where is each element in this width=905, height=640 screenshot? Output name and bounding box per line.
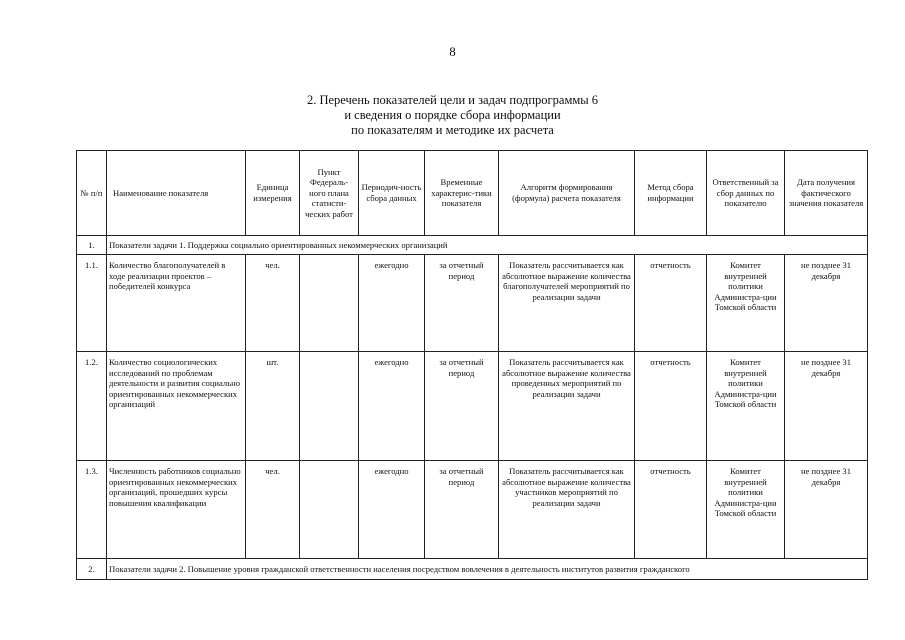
row-period: ежегодно: [359, 352, 425, 461]
title-line-2: и сведения о порядке сбора информации: [344, 108, 561, 122]
header-period: Периодич-ность сбора данных: [359, 151, 425, 236]
section-row: [77, 559, 868, 580]
row-period: ежегодно: [359, 255, 425, 352]
row-method: отчетность: [635, 255, 707, 352]
section-title: Показатели задачи 2. Повышение уровня гражданской ответственности населения посредством вовлечения в деятельность институтов развития гражданского: [107, 559, 868, 580]
document-title: [0, 93, 905, 138]
header-method: Метод сбора информации: [635, 151, 707, 236]
row-date: не позднее 31 декабря: [785, 255, 868, 352]
page-number: 8: [449, 44, 456, 59]
section-title: Показатели задачи 1. Поддержка социально ориентированных некоммерческих организаций: [107, 236, 868, 255]
row-name: Численность работников социально ориентированных некоммерческих организаций, прошедших курсы повышения квалификации: [107, 461, 246, 559]
table-row: [77, 352, 868, 461]
row-date: не позднее 31 декабря: [785, 352, 868, 461]
row-period: ежегодно: [359, 461, 425, 559]
table-header-row: [77, 151, 868, 236]
row-algorithm: Показатель рассчитывается как абсолютное выражение количества проведенных мероприятий по реализации задачи: [499, 352, 635, 461]
row-unit: шт.: [246, 352, 300, 461]
row-responsible: Комитет внутренней политики Администра-ции Томской области: [707, 352, 785, 461]
header-num: № п/п: [77, 151, 107, 236]
row-time: за отчетный период: [425, 461, 499, 559]
row-time: за отчетный период: [425, 255, 499, 352]
row-plan: [300, 352, 359, 461]
row-num: 1.1.: [77, 255, 107, 352]
title-line-1: 2. Перечень показателей цели и задач подпрограммы 6: [306, 93, 599, 107]
header-unit: Единица измерения: [246, 151, 300, 236]
row-algorithm: Показатель рассчитывается как абсолютное выражение количества благополучателей мероприятий по реализации задачи: [499, 255, 635, 352]
row-method: отчетность: [635, 352, 707, 461]
row-method: отчетность: [635, 461, 707, 559]
row-date: не позднее 31 декабря: [785, 461, 868, 559]
row-plan: [300, 255, 359, 352]
indicators-table: [76, 150, 868, 580]
header-responsible: Ответственный за сбор данных по показателю: [707, 151, 785, 236]
row-name: Количество социологических исследований по проблемам деятельности и развития социально ориентированных некоммерческих организаций: [107, 352, 246, 461]
table-row: [77, 461, 868, 559]
row-num: 1.2.: [77, 352, 107, 461]
section-num: 2.: [77, 559, 107, 580]
section-row: [77, 236, 868, 255]
row-unit: чел.: [246, 461, 300, 559]
row-plan: [300, 461, 359, 559]
section-num: 1.: [77, 236, 107, 255]
row-name: Количество благополучателей в ходе реализации проектов – победителей конкурса: [107, 255, 246, 352]
header-name: Наименование показателя: [107, 151, 246, 236]
header-algorithm: Алгоритм формирования (формула) расчета показателя: [499, 151, 635, 236]
header-time: Временные характерис-тики показателя: [425, 151, 499, 236]
row-algorithm: Показатель рассчитывается как абсолютное выражение количества участников мероприятий по реализации задачи: [499, 461, 635, 559]
header-plan: Пункт Федераль-ного плана статисти-ческих работ: [300, 151, 359, 236]
title-line-3: по показателям и методике их расчета: [351, 123, 554, 137]
header-date: Дата получения фактического значения показателя: [785, 151, 868, 236]
table-row: [77, 255, 868, 352]
row-num: 1.3.: [77, 461, 107, 559]
row-responsible: Комитет внутренней политики Администра-ции Томской области: [707, 461, 785, 559]
row-responsible: Комитет внутренней политики Администра-ции Томской области: [707, 255, 785, 352]
row-time: за отчетный период: [425, 352, 499, 461]
row-unit: чел.: [246, 255, 300, 352]
